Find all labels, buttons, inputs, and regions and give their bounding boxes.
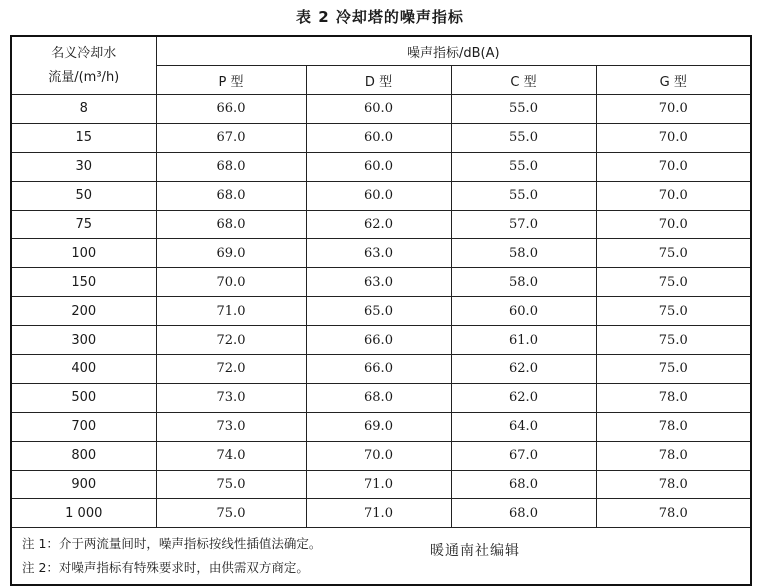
p-value-cell: 75.0 [156, 470, 306, 499]
table-row [11, 412, 751, 441]
table-row [11, 268, 751, 297]
table-row [11, 210, 751, 239]
p-value-cell: 72.0 [156, 326, 306, 355]
flow-header [11, 36, 156, 95]
c-value-cell: 55.0 [451, 181, 596, 210]
c-value-cell: 62.0 [451, 355, 596, 384]
table-row [11, 499, 751, 528]
table-row [11, 326, 751, 355]
table-row [11, 355, 751, 384]
table-row [11, 95, 751, 124]
p-value-cell: 75.0 [156, 499, 306, 528]
c-value-cell: 68.0 [451, 499, 596, 528]
g-value-cell: 70.0 [596, 95, 751, 124]
p-value-cell: 71.0 [156, 297, 306, 326]
table-body [11, 95, 751, 528]
flow-cell: 75 [11, 210, 156, 239]
noise-group-header: 噪声指标/dB(A) [156, 36, 751, 66]
g-value-cell: 70.0 [596, 210, 751, 239]
flow-cell: 300 [11, 326, 156, 355]
d-value-cell: 69.0 [306, 412, 451, 441]
table-row [11, 470, 751, 499]
c-value-cell: 57.0 [451, 210, 596, 239]
d-value-cell: 68.0 [306, 383, 451, 412]
d-value-cell: 62.0 [306, 210, 451, 239]
c-value-cell: 55.0 [451, 123, 596, 152]
g-value-cell: 75.0 [596, 239, 751, 268]
flow-cell: 50 [11, 181, 156, 210]
g-value-cell: 70.0 [596, 152, 751, 181]
d-value-cell: 60.0 [306, 123, 451, 152]
g-value-cell: 78.0 [596, 441, 751, 470]
flow-cell: 500 [11, 383, 156, 412]
c-value-cell: 58.0 [451, 239, 596, 268]
g-value-cell: 75.0 [596, 355, 751, 384]
flow-cell: 15 [11, 123, 156, 152]
type-g-header: G 型 [596, 66, 751, 95]
p-value-cell: 73.0 [156, 412, 306, 441]
c-value-cell: 64.0 [451, 412, 596, 441]
p-value-cell: 70.0 [156, 268, 306, 297]
g-value-cell: 78.0 [596, 470, 751, 499]
g-value-cell: 78.0 [596, 499, 751, 528]
flow-cell: 700 [11, 412, 156, 441]
note-2: 注 2：对噪声指标有特殊要求时，由供需双方商定。 [22, 560, 309, 576]
flow-cell: 150 [11, 268, 156, 297]
c-value-cell: 55.0 [451, 152, 596, 181]
flow-cell: 1 000 [11, 499, 156, 528]
c-value-cell: 67.0 [451, 441, 596, 470]
flow-cell: 900 [11, 470, 156, 499]
flow-cell: 8 [11, 95, 156, 124]
c-value-cell: 55.0 [451, 95, 596, 124]
flow-cell: 100 [11, 239, 156, 268]
table-row [11, 239, 751, 268]
p-value-cell: 67.0 [156, 123, 306, 152]
table-row [11, 123, 751, 152]
flow-cell: 30 [11, 152, 156, 181]
table-row [11, 181, 751, 210]
c-value-cell: 60.0 [451, 297, 596, 326]
g-value-cell: 75.0 [596, 326, 751, 355]
header-row-1 [11, 36, 751, 66]
flow-header-line1: 名义冷却水 [51, 45, 117, 61]
flow-cell: 400 [11, 355, 156, 384]
g-value-cell: 78.0 [596, 383, 751, 412]
d-value-cell: 66.0 [306, 355, 451, 384]
type-p-header: P 型 [156, 66, 306, 95]
d-value-cell: 70.0 [306, 441, 451, 470]
type-c-header: C 型 [451, 66, 596, 95]
c-value-cell: 68.0 [451, 470, 596, 499]
flow-cell: 200 [11, 297, 156, 326]
g-value-cell: 70.0 [596, 123, 751, 152]
table-row [11, 152, 751, 181]
flow-header-line2: 流量/(m³/h) [48, 69, 120, 85]
p-value-cell: 74.0 [156, 441, 306, 470]
d-value-cell: 71.0 [306, 470, 451, 499]
c-value-cell: 58.0 [451, 268, 596, 297]
note-1: 注 1：介于两流量间时，噪声指标按线性插值法确定。 [22, 536, 322, 552]
notes-cell [11, 528, 751, 586]
c-value-cell: 61.0 [451, 326, 596, 355]
table-row [11, 383, 751, 412]
g-value-cell: 75.0 [596, 297, 751, 326]
flow-cell: 800 [11, 441, 156, 470]
d-value-cell: 60.0 [306, 181, 451, 210]
g-value-cell: 75.0 [596, 268, 751, 297]
d-value-cell: 60.0 [306, 152, 451, 181]
noise-table [10, 35, 752, 586]
g-value-cell: 78.0 [596, 412, 751, 441]
g-value-cell: 70.0 [596, 181, 751, 210]
p-value-cell: 68.0 [156, 210, 306, 239]
p-value-cell: 72.0 [156, 355, 306, 384]
notes-row [11, 528, 751, 586]
d-value-cell: 63.0 [306, 239, 451, 268]
p-value-cell: 73.0 [156, 383, 306, 412]
table-title: 表 2 冷却塔的噪声指标 [296, 8, 464, 26]
type-d-header: D 型 [306, 66, 451, 95]
c-value-cell: 62.0 [451, 383, 596, 412]
table-row [11, 297, 751, 326]
d-value-cell: 66.0 [306, 326, 451, 355]
d-value-cell: 65.0 [306, 297, 451, 326]
d-value-cell: 71.0 [306, 499, 451, 528]
p-value-cell: 66.0 [156, 95, 306, 124]
d-value-cell: 63.0 [306, 268, 451, 297]
d-value-cell: 60.0 [306, 95, 451, 124]
p-value-cell: 68.0 [156, 181, 306, 210]
p-value-cell: 69.0 [156, 239, 306, 268]
p-value-cell: 68.0 [156, 152, 306, 181]
watermark-text: 暖通南社编辑 [430, 543, 520, 560]
table-row [11, 441, 751, 470]
